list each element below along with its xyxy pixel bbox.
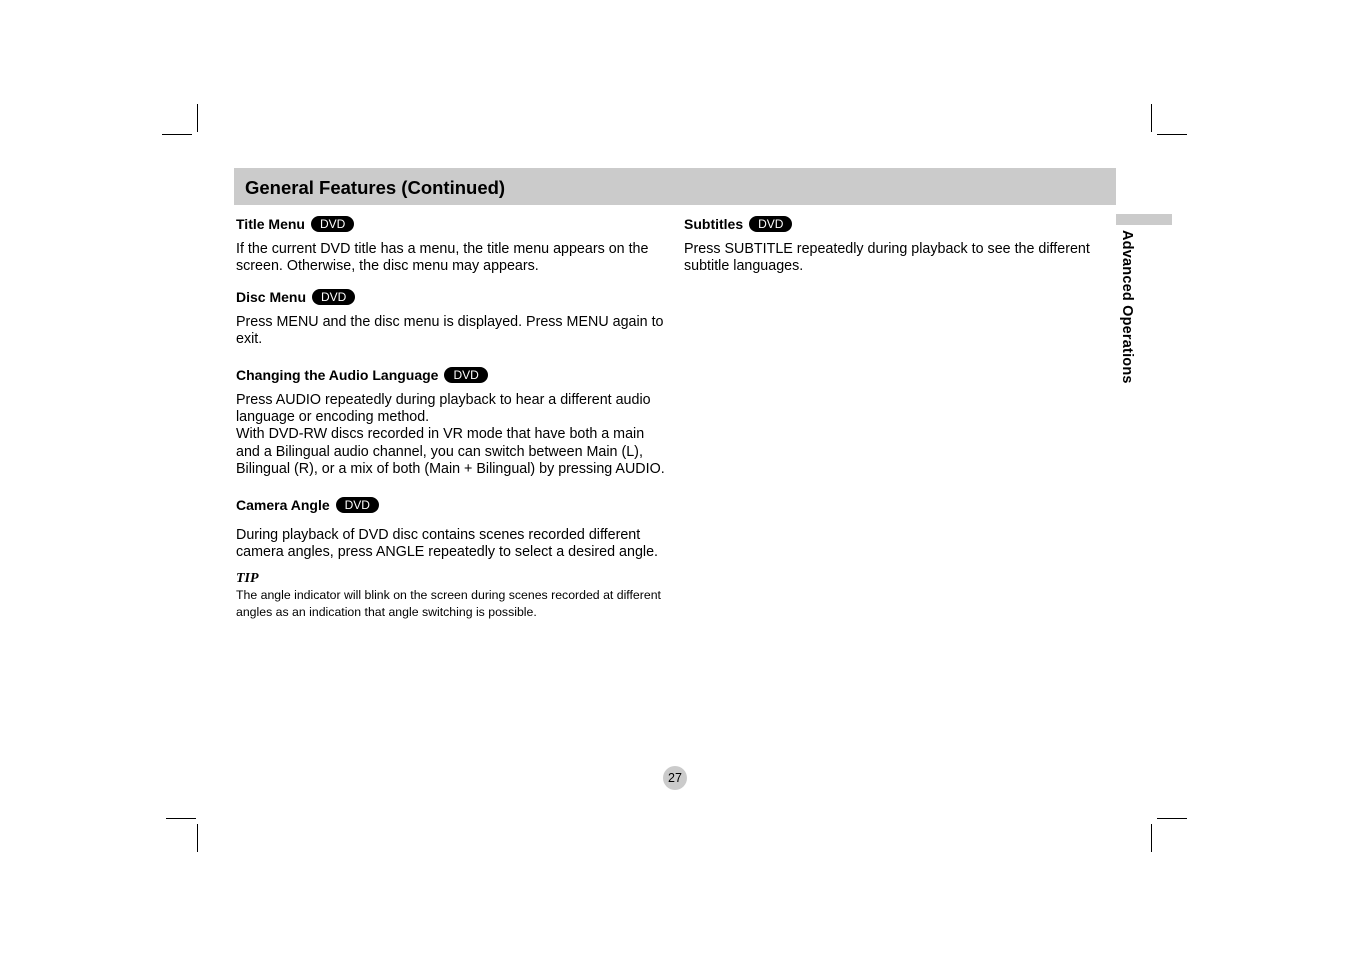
section-body: If the current DVD title has a menu, the title menu appears on the screen. Otherwise, the disc menu may appears. (236, 241, 649, 275)
crop-mark (1157, 818, 1187, 819)
section-heading (236, 496, 668, 514)
side-tab-label: Advanced Operations (1119, 230, 1135, 384)
page-title: General Features (Continued) (245, 177, 506, 198)
crop-mark (1157, 134, 1187, 135)
section-heading-text: Title Menu (236, 216, 305, 232)
section-heading (236, 215, 668, 233)
crop-mark (166, 818, 196, 819)
section-body: Press AUDIO repeatedly during playback to hear a different audio language or encoding method. (236, 391, 651, 426)
tip-label: TIP (236, 571, 259, 587)
left-column (236, 215, 668, 621)
dvd-badge: DVD (444, 367, 487, 383)
tip-text: The angle indicator will blink on the screen during scenes recorded at different angles as an indication that angle switching is possible. (236, 588, 661, 620)
section-body-continued: With DVD-RW discs recorded in VR mode that have both a main and a Bilingual audio channel, you can switch between Main (L), Bilingual (R), or a mix of both (Main + Bilingual) by pressing AUDIO. (236, 426, 665, 478)
dvd-badge: DVD (312, 289, 355, 305)
section-heading-text: Subtitles (684, 216, 744, 232)
crop-mark (197, 104, 198, 132)
section-heading-text: Disc Menu (236, 288, 307, 305)
section-subtitles (684, 215, 1106, 276)
section-heading (236, 288, 668, 306)
dvd-badge: DVD (311, 216, 354, 232)
section-header-bar (234, 168, 1116, 205)
crop-mark (162, 134, 192, 135)
crop-mark (1151, 104, 1152, 132)
section-audio-language (236, 366, 668, 479)
section-heading-text: Changing the Audio Language (236, 366, 439, 383)
section-body: Press SUBTITLE repeatedly during playback to see the different subtitle languages. (684, 241, 1090, 275)
section-body: Press MENU and the disc menu is displayed. Press MENU again to exit. (236, 313, 664, 348)
section-heading-text: Camera Angle (236, 496, 330, 513)
crop-mark (1151, 824, 1152, 852)
section-disc-menu (236, 288, 668, 349)
section-heading (684, 215, 1106, 233)
section-heading (236, 366, 668, 384)
dvd-badge: DVD (749, 216, 792, 232)
section-title-menu (236, 215, 668, 276)
tip-block (236, 571, 668, 621)
section-body: During playback of DVD disc contains scenes recorded different camera angles, press ANGLE repeatedly to select a desired angle. (236, 526, 658, 561)
right-column (684, 215, 1106, 276)
crop-mark (197, 824, 198, 852)
side-tab-marker (1116, 214, 1172, 225)
page-number: 27 (663, 766, 687, 790)
dvd-badge: DVD (336, 497, 379, 513)
section-camera-angle (236, 496, 668, 562)
